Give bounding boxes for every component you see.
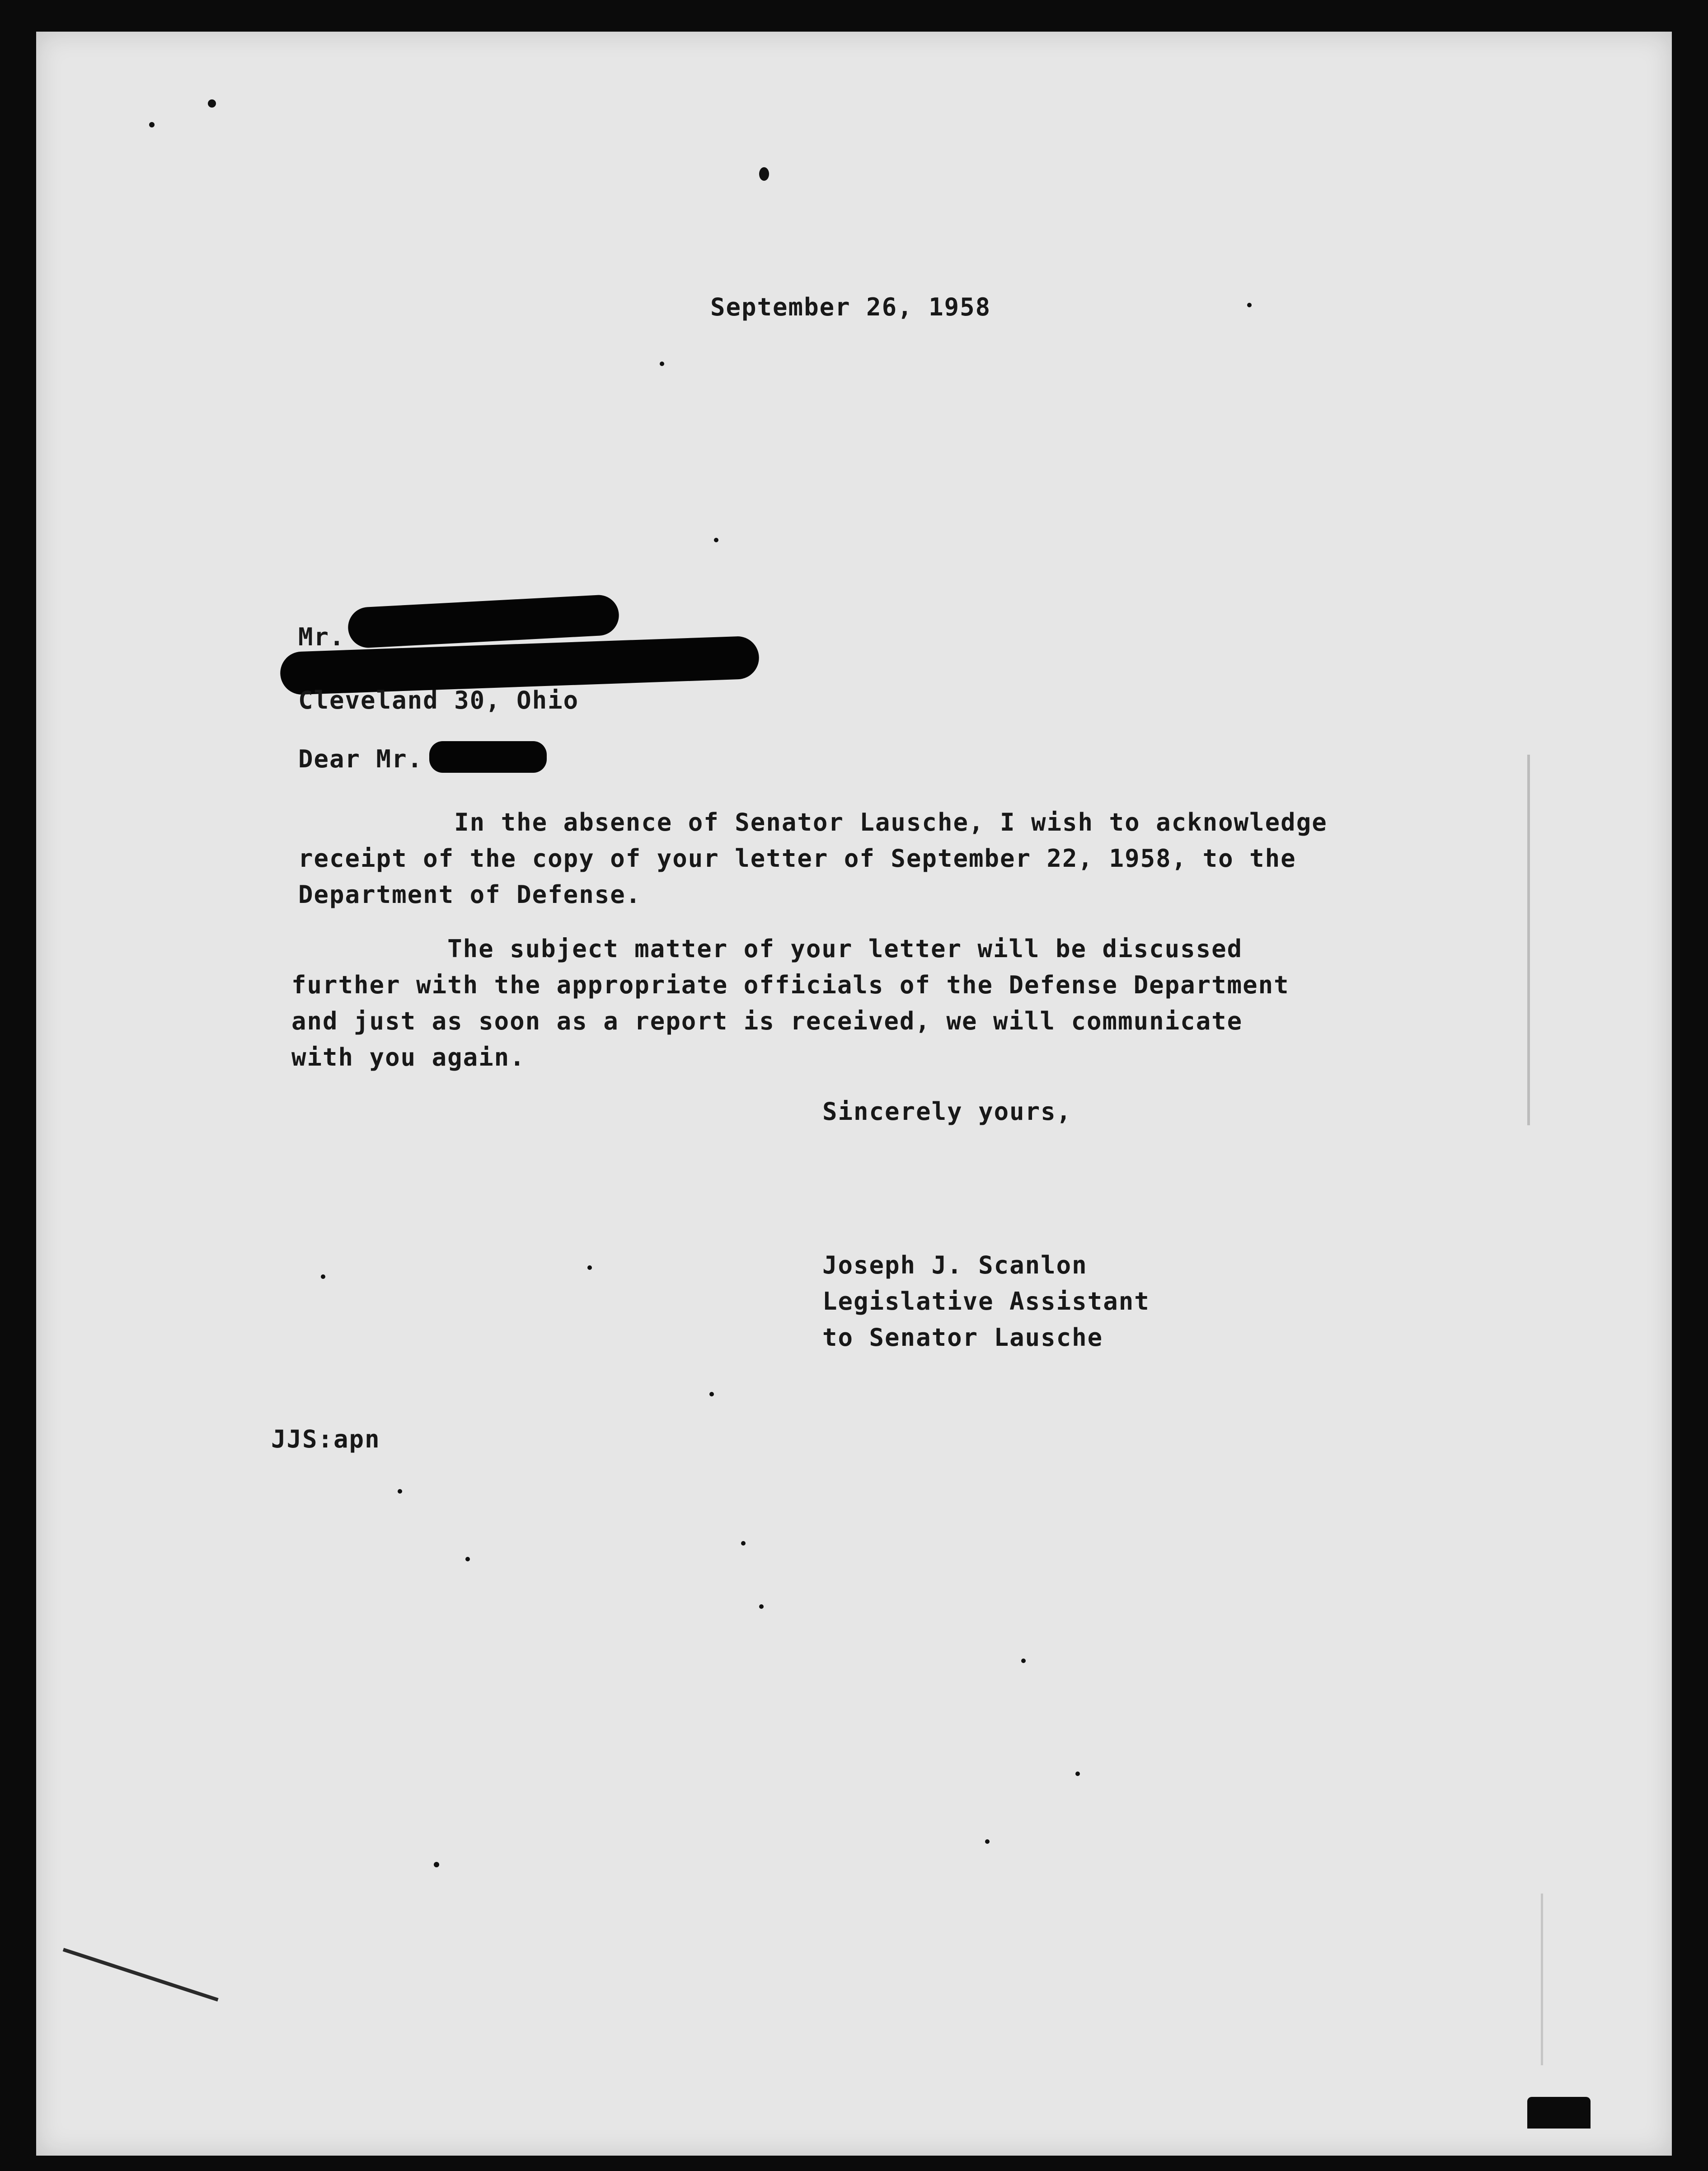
- scan-speck: [714, 538, 718, 542]
- scan-speck: [985, 1839, 990, 1844]
- scan-speck: [398, 1489, 402, 1494]
- scan-corner-mark: [1527, 2097, 1591, 2129]
- scan-speck: [149, 122, 155, 127]
- scan-speck: [660, 362, 664, 366]
- scan-speck: [741, 1541, 746, 1546]
- salutation: Dear Mr.: [298, 745, 423, 773]
- scan-speck: [587, 1265, 592, 1270]
- scan-speck: [208, 99, 216, 108]
- scan-speck: [1075, 1772, 1080, 1776]
- scan-edge-line: [1541, 1894, 1543, 2065]
- scan-speck: [1247, 303, 1252, 307]
- scan-speck: [1021, 1659, 1026, 1663]
- scan-speck: [709, 1392, 714, 1396]
- body-paragraph-2: The subject matter of your letter will be discussed further with the appropriate officials of the Defense Department and just as soon as a report is received, we will communicate with you again.: [291, 935, 1290, 1071]
- recipient-name-redaction: [347, 594, 620, 648]
- scan-speck: [465, 1557, 470, 1561]
- letter-date: September 26, 1958: [710, 293, 991, 321]
- recipient-city: Cleveland 30, Ohio: [298, 686, 579, 714]
- closing: Sincerely yours,: [822, 1097, 1072, 1126]
- recipient-prefix: Mr.: [298, 623, 345, 651]
- scan-streak: [63, 1948, 219, 2002]
- body-paragraph-1: In the absence of Senator Lausche, I wish to acknowledge receipt of the copy of your letter of September 22, 1958, to the Department of Defense.: [298, 808, 1328, 909]
- signature-block: Joseph J. Scanlon Legislative Assistant to Senator Lausche: [822, 1251, 1150, 1352]
- reference-initials: JJS:apn: [271, 1425, 380, 1453]
- scan-speck: [434, 1862, 439, 1867]
- scan-edge-line: [1527, 755, 1530, 1125]
- scan-speck: [321, 1274, 325, 1279]
- scan-speck: [759, 167, 769, 181]
- scan-speck: [759, 1604, 764, 1609]
- letter-sheet: [36, 32, 1672, 2156]
- salutation-name-redaction: [429, 741, 547, 773]
